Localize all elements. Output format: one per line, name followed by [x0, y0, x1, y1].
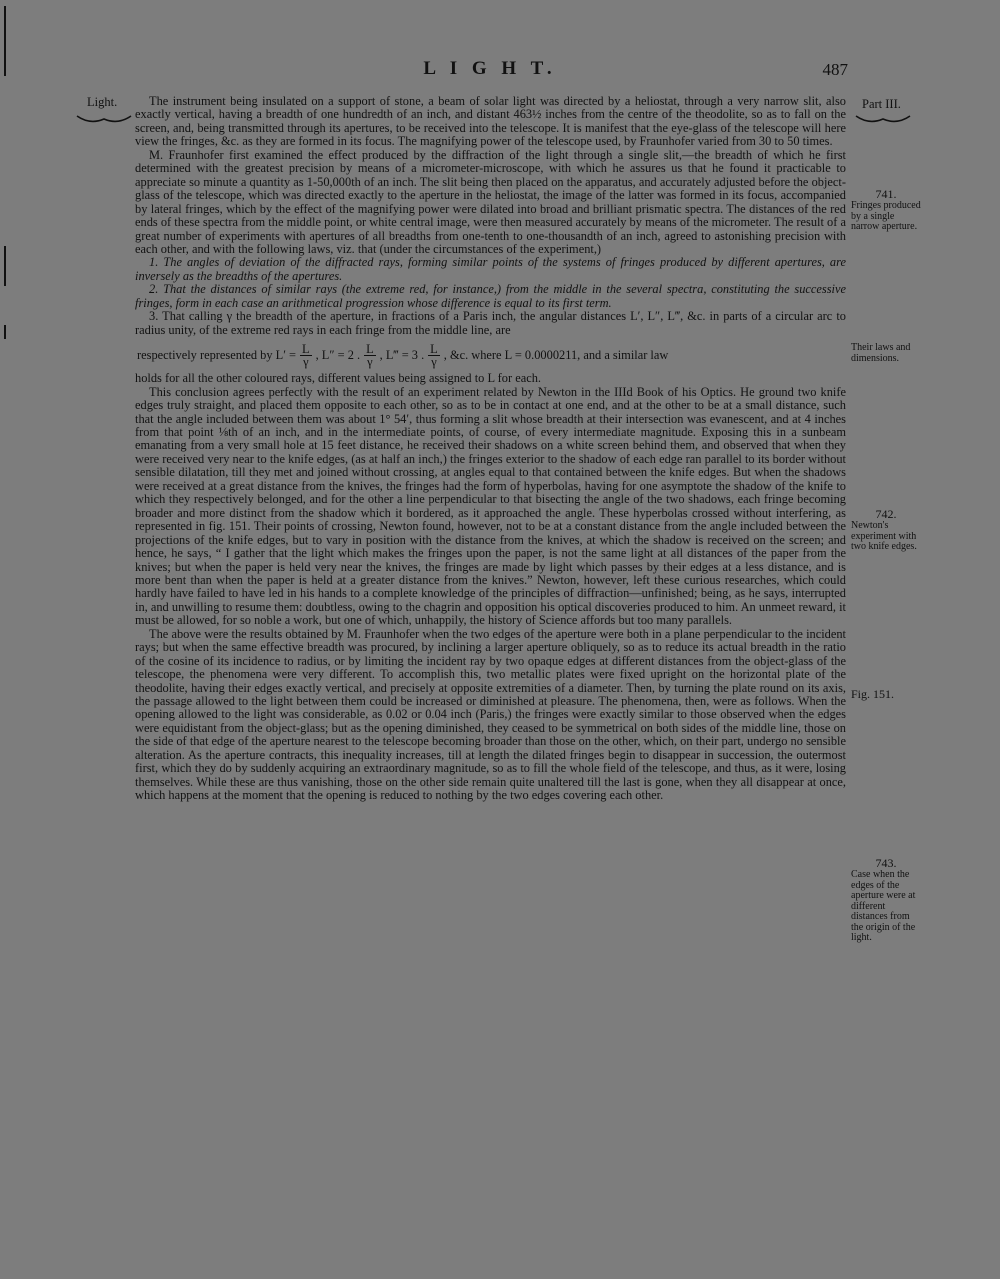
fraction-l-over-gamma [364, 343, 376, 368]
right-side-head: Part III. [862, 97, 901, 111]
formula-suffix: , &c. where L = 0.0000211, and a similar law [443, 347, 669, 362]
figure-reference: Fig. 151. [851, 687, 895, 701]
paragraph-single-slit: M. Fraunhofer first examined the effect produced by the diffraction of the light through a single slit,—the breadth of which he first determined with the greatest precision by means of a micrometer-microscope, with which he assures us that he found it practicable to appreciate so minute a quantity as 1-50,000th of an inch. The slit being then placed on the apparatus, and accurately adjusted before the object-glass of the telescope, which was directed exactly to the aperture in the heliostat, the image of the latter was formed in its focus, accompanied by lateral fringes, which by the effect of the magnifying power were dilated into broad and brilliant prismatic spectra. The distances of the red ends of these spectra from the middle point, or white central image, were then measured accurately by means of the micrometer. The result of a great number of experiments with apertures of all breadths from one-tenth to one-thousandth of an inch, agreed to astonishing precision with each other, and with the following laws, viz. that (under the circumstances of the experiment,) [135, 147, 846, 256]
right-brace-ornament [855, 113, 911, 127]
fraction-numerator: L [366, 342, 374, 357]
law-3: 3. That calling γ the breadth of the aperture, in fractions of a Paris inch, the angular distances L′, L″, L‴, &c. in parts of a circular arc to radius unity, of the extreme red rays in each fringe from the middle line, are [135, 309, 846, 337]
running-title: L I G H T. [423, 58, 557, 79]
fraction-numerator: L [430, 342, 438, 357]
paragraph-newton: This conclusion agrees perfectly with the result of an experiment related by Newton in the IIId Book of his Optics. He ground two knife edges truly straight, and placed them opposite to each other, so as to be in contact at one end, and at the other to be at a small distance, such that the angle included between them was about 1° 54′, thus forming a slit whose breadth at their intersection was evanescent, and at 4 inches from that point ⅛th of an inch, and in the intermediate points, of course, of every intermediate magnitude. Exposing this in a sunbeam emanating from a very small hole at 15 feet distance, he received their shadows on a white screen behind them, and observed that when they were received very near to the knife edges, (as at half an inch,) the fringes exterior to the shadow of each edge ran parallel to its border without sensible dilatation, till they met and joined without crossing, at angles equal to that contained between the knife edges. But when the shadows were received at a great distance from the knives, the fringes had the form of hyperbolas, having for one asymptote the shadow of the knife to which they respectively belonged, and for the other a line perpendicular to that bisecting the angle of the two shadows, each fringe becoming broader and more distinct from the shadow which it bordered, as it approached the angle. These hyperbolas crossed without interfering, as represented in fig. 151. Their points of crossing, Newton found, however, not to be at a constant distance from the angle included between the projections of the knife edges, but to vary in position with the distance from the knives, at which the shadow is received on the screen; and hence, he says, “ I gather that the light which makes the fringes upon the paper, is not the same light at all distances of the paper from the knives; but when the paper is held very near the knives, the fringes are made by light which passes by their edges at a less distance, and is more bent than when the paper is held at a greater distance from the knives.” Newton, however, left these curious researches, which could hardly have failed to have led in his hands to a complete knowledge of the principles of diffraction—unfinished; being, as he says, interrupted in, and unwilling to resume them: doubtless, owing to the chagrin and opposition his optical discoveries produced to him. An unmeet reward, it must be allowed, for so noble a work, but one of which, unhappily, the history of Science affords but too many parallels. [135, 384, 846, 628]
page-number: 487 [822, 60, 848, 79]
margin-note-number: 742. [875, 507, 897, 521]
paragraph-oblique-aperture: The above were the results obtained by M. Fraunhofer when the two edges of the aperture were both in a plane perpendicular to the incident rays; but when the same effective breadth was procured, by inclining a larger aperture obliquely, so as to reduce its actual breadth in the ratio of the cosine of its incidence to radius, or by limiting the incident ray by two opaque edges at different distances from the object-glass of the telescope, the phenomena were very different. To accomplish this, two metallic plates were fixed upright on the horizontal plate of the theodolite, having their edges exactly vertical, and precisely at opposite extremities of a diameter. Then, by turning the plate round on its axis, the passage allowed to the light between them could be increased or diminished at pleasure. The phenomena, then, were as follows. When the opening allowed to the light was considerable, as 0.02 or 0.04 inch (Paris,) the fringes were exactly similar to those observed when the edges were equidistant from the object-glass; but as the opening diminished, they ceased to be symmetrical on both sides of the middle line, those on the side of that edge of the aperture nearest to the telescope becoming broader than those on the other, which, on their part, undergo no sensible alteration. As the aperture contracts, this inequality increases, till at length the dilated fringes begin to disappear in succession, the outermost first, which they do by suddenly acquiring an extraordinary magnitude, so as to fill the whole field of the telescope, and thus, as it were, losing themselves. While these are thus vanishing, those on the other side remain quite unaltered till the last is gone, when they all disappear at once, which happens at the moment that the opening is reduced to nothing by the two edges covering each other. [135, 626, 846, 803]
paragraph-instrument: The instrument being insulated on a support of stone, a beam of solar light was directed by a heliostat, through a very narrow slit, also exactly vertical, having a breadth of one hundredth of an inch, and distant 463½ inches from the centre of the theodolite, so as to fall on the screen, and, being transmitted through its apertures, to be received into the telescope. It is manifest that the eye-glass of the telescope will here view the fringes, &c. as they are formed in its focus. The magnifying power of the telescope used, by Fraunhofer varied from 30 to 50 times. [135, 94, 846, 149]
margin-note-742 [851, 508, 921, 553]
left-side-head: Light. [87, 95, 118, 109]
law-1: 1. The angles of deviation of the diffracted rays, forming similar points of the systems of fringes produced by different apertures, are inversely as the breadths of the apertures. [135, 255, 846, 283]
margin-note-text: Case when the edges of the aperture were at different distances from the origin of the light. [851, 869, 916, 943]
fraction-l-over-gamma [428, 343, 440, 368]
margin-note-text: Their laws and dimensions. [851, 342, 911, 364]
binding-mark-lower [4, 325, 6, 339]
fraction-denominator: γ [303, 355, 309, 370]
margin-note-741 [851, 188, 921, 233]
formula-l2: , L″ = 2 . [315, 347, 361, 362]
fraction-l-over-gamma [300, 343, 312, 368]
formula [135, 343, 846, 368]
fraction-numerator: L [302, 342, 310, 357]
fraction-denominator: γ [367, 355, 373, 370]
law-2: 2. That the distances of similar rays (the extreme red, for instance,) from the middle in the several spectra, constituting the successive fringes, form in each case an arithmetical progression whose difference is equal to its first term. [135, 282, 846, 310]
margin-note-743 [851, 857, 921, 944]
paragraph-after-formula: holds for all the other coloured rays, different values being assigned to L for each. [135, 371, 542, 386]
margin-note-text: Newton's experiment with two knife edges. [851, 520, 917, 552]
body-text [135, 95, 846, 803]
formula-prefix: respectively represented by L′ = [137, 347, 297, 362]
formula-l3: , L‴ = 3 . [379, 347, 425, 362]
margin-note-figure [851, 689, 921, 700]
margin-note-number: 743. [875, 856, 897, 870]
margin-note-number: 741. [875, 187, 897, 201]
left-brace-ornament [76, 113, 132, 127]
margin-note-text: Fringes produced by a single narrow aperture. [851, 200, 921, 232]
margin-note-laws [851, 343, 921, 364]
binding-mark-middle [4, 246, 6, 286]
fraction-denominator: γ [431, 355, 437, 370]
